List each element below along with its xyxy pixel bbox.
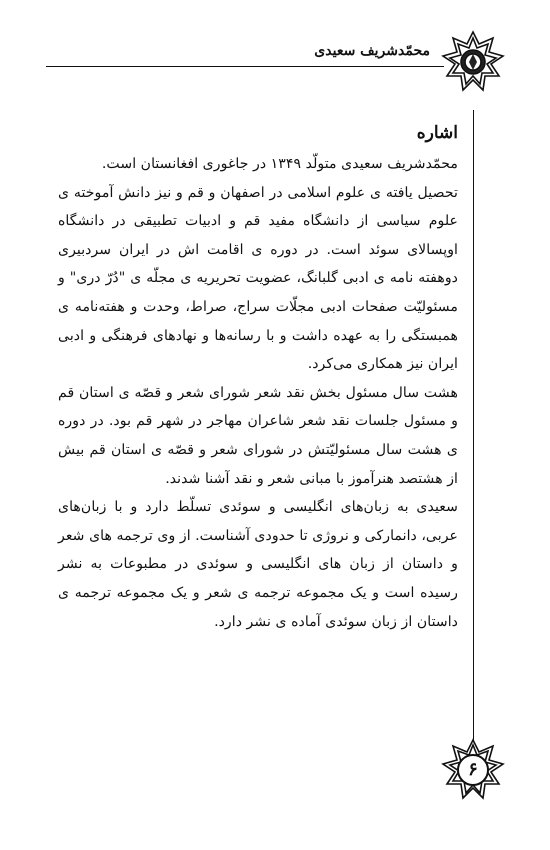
- margin-rule: [473, 110, 474, 740]
- star-ornament-icon: [441, 30, 505, 94]
- paragraph: تحصیل یافته ی علوم اسلامی در اصفهان و قم و نیز دانش آموخته ی علوم سیاسی از دانشگاه مفید قم و ادبیات تطبیقی در دانشگاه اوپسالای سوئد است. در دوره ی اقامت اش در ایران سردبیری دوهفته نامه ی ادبی گلبانگ، عضویت تحریریه ی مجلّه ی "دُرّ دری" و مسئولیّت صفحات ادبی مجلّات سراج، صراط، وحدت و هفته‌نامه ی همبستگی را به عهده داشت و با رسانه‌ها و نهادهای فرهنگی و ادبی ایران نیز همکاری می‌کرد.: [58, 184, 458, 373]
- paragraph: محمّدشریف سعیدی متولّد ۱۳۴۹ در جاغوری افغانستان است.: [101, 156, 458, 172]
- paragraph: سعیدی به زبان‌های انگلیسی و سوئدی تسلّط دارد و با زبان‌های عربی، دانمارکی و نروژی تا حدودی آشناست. از وی ترجمه های شعر و داستان از زبان های انگلیسی و سوئدی در مطبوعات به نشر رسیده است و یک مجموعه ترجمه ی شعر و یک مجموعه ترجمه ی داستان از زبان سوئدی آماده ی نشر دارد.: [58, 499, 458, 630]
- page-number: ۶: [468, 759, 478, 780]
- paragraph: هشت سال مسئول بخش نقد شعر شورای شعر و قصّه ی استان قم و مسئول جلسات نقد شعر شاعران مهاجر در شهر قم بود. در دوره ی هشت سال مسئولیّتش در شورای شعر و قصّه ی استان قم بیش از هشتصد هنرآموز با مبانی شعر و نقد آشنا شدند.: [58, 384, 458, 487]
- section-heading: اشاره: [416, 123, 458, 143]
- running-header-title: محمّدشریف سعیدی: [314, 43, 430, 59]
- page-body: [58, 118, 458, 636]
- header-rule: [46, 66, 444, 67]
